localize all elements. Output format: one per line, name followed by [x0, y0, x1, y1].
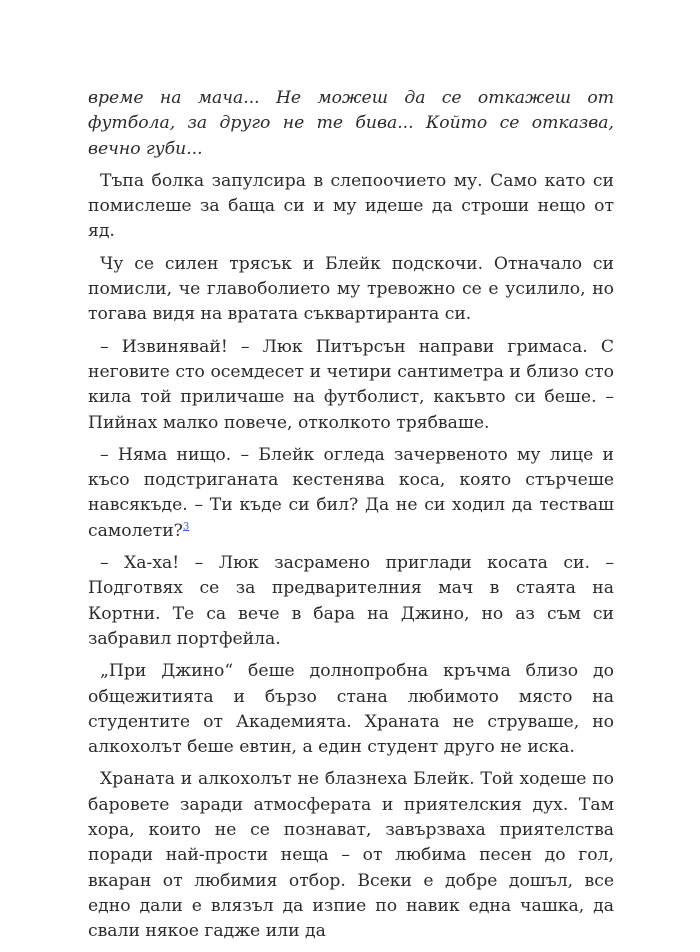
paragraph-8: Храната и алкохолът не блазнеха Блейк. Той ходеше по баровете заради атмосферата и приятелския дух. Там хора, които не се познават, завързваха приятелства поради най-прости неща – от любима песен до гол, вкаран от любимия отбор. Всеки е добре дошъл, все едно дали е влязъл да изпие по навик една чашка, да свали някое гадже или да	[88, 769, 614, 942]
paragraph-7: „При Джино“ беше долнопробна кръчма близо до общежитията и бързо стана любимото място на студентите от Академията. Храната не струваше, но алкохолът беше евтин, а един студент друго не иска.	[88, 661, 614, 758]
footnote-link[interactable]: 3	[182, 521, 190, 533]
book-page	[88, 86, 614, 952]
paragraph-5	[88, 443, 614, 544]
paragraph-1: време на мача... Не можеш да се откажеш от футбола, за друго не те бива... Който се отказва, вечно губи...	[88, 88, 614, 159]
paragraph-2: Тъпа болка запулсира в слепоочието му. Само като си помислеше за баща си и му идеше да строши нещо от яд.	[88, 170, 614, 242]
paragraph-5-text: – Няма нищо. – Блейк огледа зачервеното му лице и късо подстриганата кестенява коса, която стърчеше навсякъде. – Ти къде си бил? Да не си ходил да тестваш самолети?	[88, 444, 614, 541]
paragraph-4: – Извинявай! – Люк Питърсън направи гримаса. С неговите сто осемдесет и четири сантиметра и близо сто кила той приличаше на футболист, какъвто си беше. – Пийнах малко повече, отколкото трябваше.	[88, 336, 614, 433]
paragraph-3: Чу се силен трясък и Блейк подскочи. Отначало си помисли, че главоболието му тревожно се е усилило, но тогава видя на вратата съквартиранта си.	[88, 253, 614, 325]
paragraph-6: – Ха-ха! – Люк засрамено приглади косата си. – Подготвях се за предварителния мач в стаята на Кортни. Те са вече в бара на Джино, но аз съм си забравил портфейла.	[88, 553, 614, 649]
